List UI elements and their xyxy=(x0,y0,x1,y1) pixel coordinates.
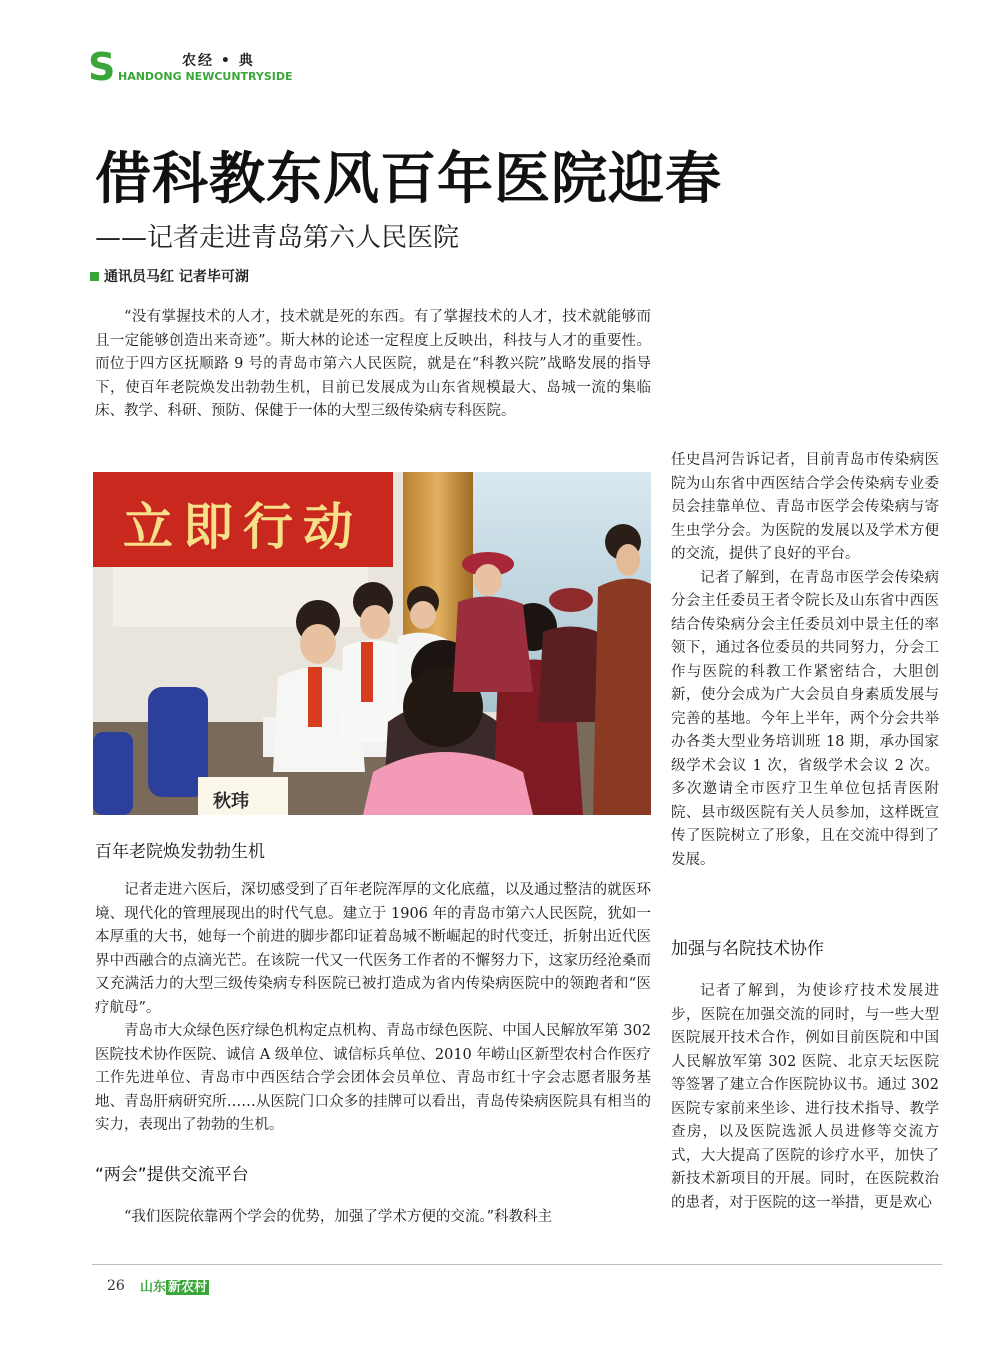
right-paragraph-1: 任史昌河告诉记者，目前青岛市传染病医院为山东省中西医结合学会传染病专业委员会挂靠单位、青岛市医学会传染病与寄生虫学分会。为医院的发展以及学术方便的交流，提供了良好的平台。 xyxy=(671,452,939,562)
footer-logo-prefix: 山东 xyxy=(140,1280,167,1295)
article-byline xyxy=(90,266,249,286)
article-photo xyxy=(93,472,651,815)
section-2-body xyxy=(95,1206,651,1230)
section-3-body xyxy=(671,980,939,1215)
right-column-body xyxy=(671,449,939,872)
page-number: 26 xyxy=(107,1278,125,1294)
section-3-paragraph-1: 记者了解到，为使诊疗技术发展进步，医院在加强交流的同时，与一些大型医院展开技术合作，例如目前医院和中国人民解放军第 302 医院、北京天坛医院等签署了建立合作医院协议书。通过 302 医院专家前来坐诊、进行技术指导、教学查房，以及医院选派人员进修等交流方式，大大提高了医院的诊疗水平，加快了新技术新项目的开展。同时，在医院救治的患者，对于医院的这一举措，更是欢心 xyxy=(671,983,939,1211)
section-2-paragraph-1: “我们医院依靠两个学会的优势，加强了学术方便的交流。”科教科主 xyxy=(124,1209,553,1225)
logo-s-mark: S xyxy=(88,45,116,89)
byline-text: 通讯员马红 记者毕可湖 xyxy=(104,269,249,285)
section-1-paragraph-2: 青岛市大众绿色医疗绿色机构定点机构、青岛市绿色医院、中国人民解放军第 302 医院技术协作医院、诚信 A 级单位、诚信标兵单位、2010 年崂山区新型农村合作医疗工作先进单位、青岛市中西医结合学会团体会员单位、青岛市红十字会志愿者服务基地、青岛肝病研究所……从医院门口众多的挂牌可以看出，青岛传染病医院具有相当的实力，表现出了勃勃的生机。 xyxy=(95,1023,651,1133)
section-heading-1: 百年老院焕发勃勃生机 xyxy=(95,842,265,862)
right-paragraph-2: 记者了解到，在青岛市医学会传染病分会主任委员王者令院长及山东省中西医结合传染病分会主任委员刘中景主任的率领下，通过各位委员的共同努力，分会工作与医院的科教工作紧密结合，大胆创新，使分会成为广大会员自身素质发展与完善的基地。今年上半年，两个分会共举办各类大型业务培训班 18 期，承办国家级学术会议 1 次，省级学术会议 2 次。多次邀请全市医疗卫生单位包括青医附院、县市级医院有关人员参加，这样既宣传了医院树立了形象，且在交流中得到了发展。 xyxy=(671,569,939,868)
logo-english-text: HANDONG NEWCUNTRYSIDE xyxy=(118,70,293,83)
article-title: 借科教东风百年医院迎春 xyxy=(95,147,722,212)
section-heading-2: “两会”提供交流平台 xyxy=(95,1165,249,1185)
logo-chinese-text: 农经 • 典 xyxy=(182,53,255,69)
lead-paragraph: “没有掌握技术的人才，技术就是死的东西。有了掌握技术的人才，技术就能够而且一定能够创造出来奇迹”。斯大林的论述一定程度上反映出，科技与人才的重要性。而位于四方区抚顺路 9 号的青岛市第六人民医院，就是在“科教兴院”战略发展的指导下，使百年老院焕发出勃勃生机，目前已发展成为山东省规模最大、岛城一流的集临床、教学、科研、预防、保健于一体的大型三级传染病专科医院。 xyxy=(95,309,651,419)
article-subtitle: ——记者走进青岛第六人民医院 xyxy=(95,223,460,253)
banner-text: 立即行动 xyxy=(123,498,363,556)
photo-illustration xyxy=(93,472,651,815)
footer-logo-boxed: 新农村 xyxy=(168,1280,208,1295)
byline-square-icon xyxy=(90,272,99,281)
section-heading-3: 加强与名院技术协作 xyxy=(671,939,824,959)
section-1-paragraph-1: 记者走进六医后，深切感受到了百年老院浑厚的文化底蕴，以及通过整洁的就医环境、现代化的管理展现出的时代气息。建立于 1906 年的青岛市第六人民医院，犹如一本厚重的大书，她每一个前进的脚步都印证着岛城不断崛起的时代变迁，折射出近代医界中西融合的点滴光芒。在该院一代又一代医务工作者的不懈努力下，这家历经沧桑而又充满活力的大型三级传染病专科医院已被打造成为省内传染病医院中的领跑者和“医疗航母”。 xyxy=(95,882,651,1016)
section-1-body xyxy=(95,879,651,1138)
footer-divider xyxy=(92,1264,942,1265)
magazine-logo xyxy=(88,45,348,89)
desk-sign-text: 秋玮 xyxy=(213,791,249,812)
footer-magazine-logo xyxy=(140,1276,209,1295)
